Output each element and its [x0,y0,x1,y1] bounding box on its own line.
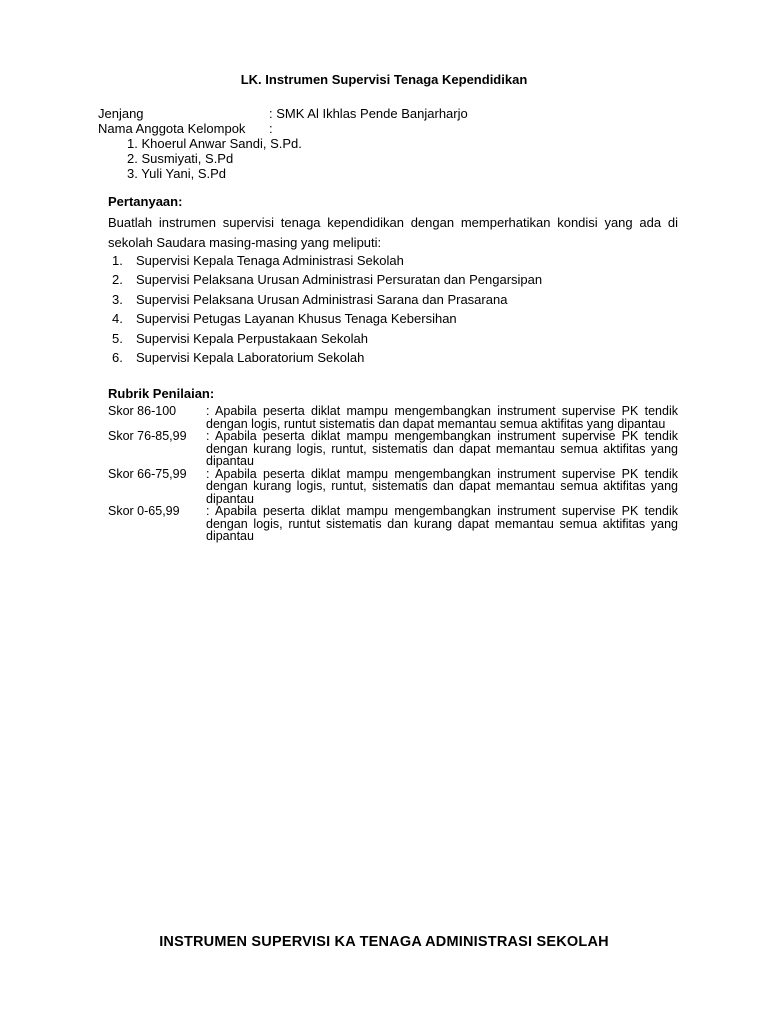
question-item [108,329,542,348]
section-title: INSTRUMEN SUPERVISI KA TENAGA ADMINISTRASI SEKOLAH [159,934,609,950]
member-list [127,136,302,181]
rubric-description: : Apabila peserta diklat mampu mengembangkan instrument supervise PK tendik dengan logis, runtut sistematis dan dapat memantau semua aktifitas yang dipantau [206,404,678,431]
question-number: 5. [112,330,123,346]
question-text: Supervisi Pelaksana Urusan Administrasi Persuratan dan Pengarsipan [136,272,543,288]
question-item [108,309,542,328]
pertanyaan-body: Buatlah instrumen supervisi tenaga kependidikan dengan memperhatikan kondisi yang ada di sekolah Saudara masing-masing yang meliputi: [108,215,678,250]
question-list [108,251,542,367]
question-item [108,270,542,289]
rubric-row [108,505,678,543]
question-item [108,290,542,309]
rubric-score: Skor 76-85,99 [108,429,187,443]
member-item: 3. Yuli Yani, S.Pd [127,166,227,181]
rubric-description: : Apabila peserta diklat mampu mengembangkan instrument supervise PK tendik dengan kurang logis, runtut, sistematis dan dapat memantau semua aktifitas yang dipantau [206,429,678,468]
rubric-row [108,430,678,468]
pertanyaan-heading: Pertanyaan: [108,194,183,209]
question-number: 2. [112,272,123,288]
rubric-score: Skor 0-65,99 [108,504,180,518]
rubric-description: : Apabila peserta diklat mampu mengembangkan instrument supervise PK tendik dengan kurang logis, runtut, sistematis dan dapat memantau semua aktifitas yang dipantau [206,466,678,506]
anggota-value: : [269,121,273,136]
member-item: 2. Susmiyati, S.Pd [127,151,234,166]
rubric-description: : Apabila peserta diklat mampu mengembangkan instrument supervise PK tendik dengan logis, runtut sistematis dan kurang dapat memantau semua aktifitas yang dipantau [206,504,678,543]
anggota-label: Nama Anggota Kelompok [98,121,246,136]
question-number: 6. [112,350,123,366]
question-text: Supervisi Kepala Tenaga Administrasi Sekolah [136,253,404,268]
question-item [108,251,542,270]
rubric-row [108,468,678,506]
question-text: Supervisi Petugas Layanan Khusus Tenaga Kebersihan [136,311,457,327]
question-text: Supervisi Pelaksana Urusan Administrasi Sarana dan Prasarana [136,291,508,307]
question-number: 3. [112,291,123,307]
question-text: Supervisi Kepala Laboratorium Sekolah [136,350,365,366]
rubric-score: Skor 66-75,99 [108,466,187,481]
rubric-score: Skor 86-100 [108,404,177,418]
question-text: Supervisi Kepala Perpustakaan Sekolah [136,330,368,346]
jenjang-label: Jenjang [98,106,144,121]
rubric-table [108,405,678,543]
member-item: 1. Khoerul Anwar Sandi, S.Pd. [127,136,302,151]
question-number: 1. [112,253,123,268]
document-title: LK. Instrumen Supervisi Tenaga Kependidikan [240,72,528,87]
rubrik-heading: Rubrik Penilaian: [108,386,215,401]
rubric-row [108,405,678,430]
question-item [108,348,542,367]
jenjang-value: : SMK Al Ikhlas Pende Banjarharjo [269,106,468,121]
question-number: 4. [112,311,123,327]
